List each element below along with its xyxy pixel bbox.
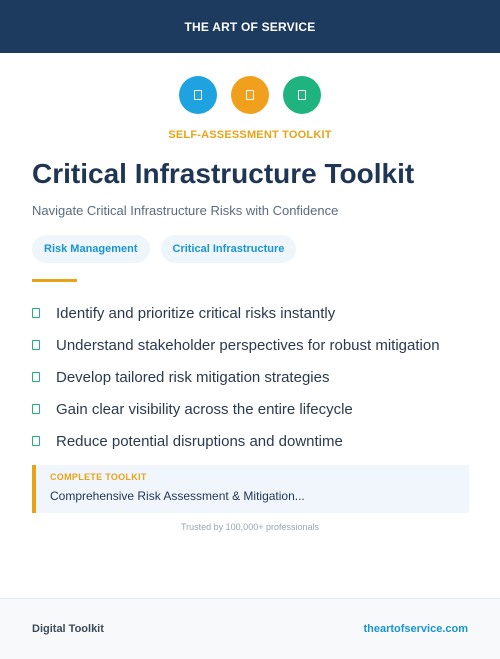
tag-list: [32, 235, 296, 263]
footer-label: Digital Toolkit: [32, 623, 104, 635]
callout-label: COMPLETE TOOLKIT: [50, 472, 147, 482]
brand-title: THE ART OF SERVICE: [184, 19, 316, 34]
feature-list: [32, 297, 440, 457]
feature-item: [32, 425, 440, 457]
feature-text: Identify and prioritize critical risks instantly: [56, 304, 336, 322]
feature-item: [32, 361, 440, 393]
icon-row: [0, 76, 500, 114]
document-icon: [283, 76, 321, 114]
document-icon: [231, 76, 269, 114]
document-icon: [179, 76, 217, 114]
feature-item: [32, 393, 440, 425]
feature-text: Develop tailored risk mitigation strategies: [56, 368, 330, 386]
eyebrow-label: SELF-ASSESSMENT TOOLKIT: [168, 129, 332, 141]
accent-divider: [32, 279, 77, 282]
page-title: Critical Infrastructure Toolkit: [32, 158, 415, 189]
feature-item: [32, 329, 440, 361]
feature-text: Gain clear visibility across the entire lifecycle: [56, 400, 353, 418]
feature-text: Reduce potential disruptions and downtime: [56, 432, 343, 450]
trusted-note: Trusted by 100,000+ professionals: [180, 522, 319, 532]
check-icon: [32, 308, 40, 318]
toolkit-callout: [32, 465, 469, 513]
tag-risk-management[interactable]: Risk Management: [32, 235, 150, 263]
check-icon: [32, 372, 40, 382]
tag-critical-infrastructure[interactable]: Critical Infrastructure: [161, 235, 297, 263]
website-link[interactable]: theartofservice.com: [363, 623, 468, 635]
callout-text: Comprehensive Risk Assessment & Mitigation...: [50, 489, 305, 503]
page-subtitle: Navigate Critical Infrastructure Risks with Confidence: [32, 203, 339, 218]
check-icon: [32, 404, 40, 414]
header-bar: [0, 0, 500, 53]
check-icon: [32, 340, 40, 350]
check-icon: [32, 436, 40, 446]
footer-bar: [0, 598, 500, 659]
feature-text: Understand stakeholder perspectives for robust mitigation: [56, 336, 440, 354]
feature-item: [32, 297, 440, 329]
